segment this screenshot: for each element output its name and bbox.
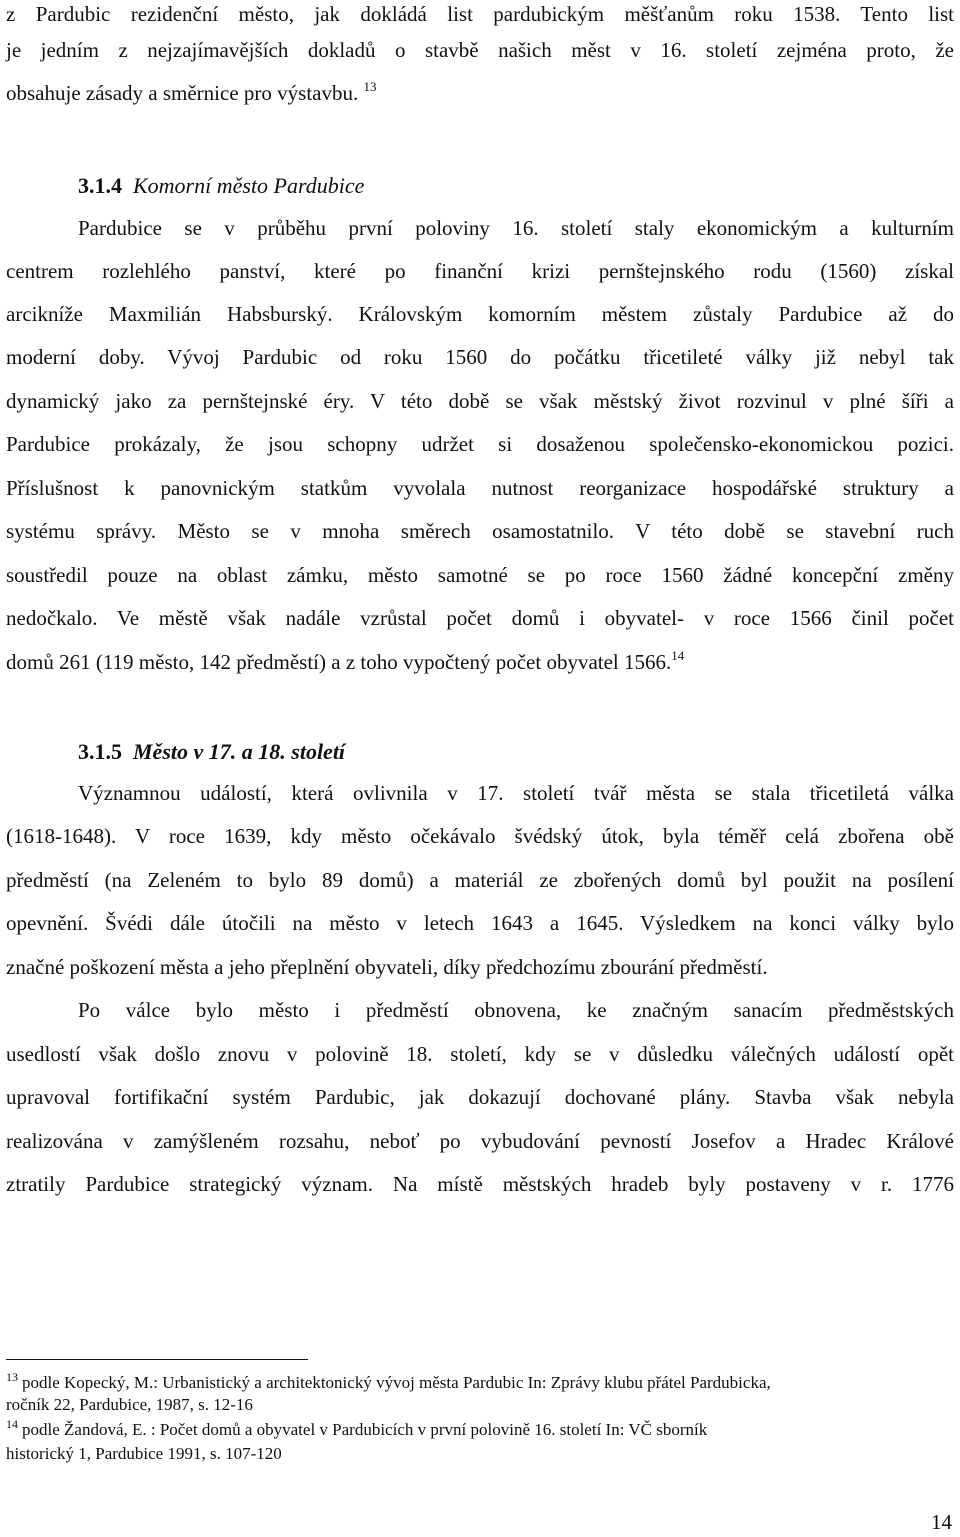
s314-line-5: dynamický jako za pernštejnské éry. V této době se však městský život rozvinul v plné šíři a [6, 389, 954, 413]
footnote-separator [6, 1359, 308, 1360]
footnote-14-line-2: historický 1, Pardubice 1991, s. 107-120 [6, 1444, 282, 1463]
s314-line-10: nedočkalo. Ve městě však nadále vzrůstal počet domů i obyvatel- v roce 1566 činil počet [6, 606, 954, 630]
page-number: 14 [931, 1510, 952, 1534]
s314-line-6: Pardubice prokázaly, že jsou schopny udržet si dosaženou společensko-ekonomickou pozici. [6, 432, 954, 456]
footnote-13-line-1 [6, 1372, 956, 1395]
s314-line-7: Příslušnost k panovnickým statkům vyvolala nutnost reorganizace hospodářské struktury a [6, 476, 954, 500]
s315-line-1: Významnou událostí, která ovlivnila v 17. století tvář města se stala třicetiletá válka [78, 781, 954, 805]
s315-p2-line-1: Po válce bylo město i předměstí obnovena, ke značným sanacím předměstských [78, 998, 954, 1022]
footnote-text: podle Kopecký, M.: Urbanistický a architektonický vývoj města Pardubic In: Zprávy klubu přátel Pardubicka, [22, 1373, 771, 1392]
footnote-13-line-2: ročník 22, Pardubice, 1987, s. 12-16 [6, 1395, 253, 1414]
section-heading-3-1-4 [78, 171, 364, 201]
section-heading-3-1-5 [78, 737, 345, 767]
s314-line-8: systému správy. Město se v mnoha směrech osamostatnilo. V této době se stavební ruch [6, 519, 954, 543]
section-title: Komorní město Pardubice [133, 173, 365, 198]
section-number: 3.1.5 [78, 739, 122, 764]
section-number: 3.1.4 [78, 173, 122, 198]
footnote-text: podle Žandová, E. : Počet domů a obyvatel v Pardubicích v první polovině 16. století In: VČ sborník [22, 1420, 708, 1439]
s315-p2-line-4: realizována v zamýšleném rozsahu, neboť po vybudování pevností Josefov a Hradec Králové [6, 1129, 954, 1153]
s315-p2-line-3: upravoval fortifikační systém Pardubic, jak dokazují dochované plány. Stavba však nebyla [6, 1085, 954, 1109]
footnote-number: 13 [6, 1370, 18, 1384]
s314-line-9: soustředil pouze na oblast zámku, město samotné se po roce 1560 žádné koncepční změny [6, 563, 954, 587]
intro-line-2: je jedním z nejzajímavějších dokladů o stavbě našich měst v 16. století zejména proto, že [6, 38, 954, 62]
s315-line-3: předměstí (na Zeleném to bylo 89 domů) a materiál ze zbořených domů byl použit na posílení [6, 868, 954, 892]
s315-line-5: značné poškození města a jeho přeplnění obyvateli, díky předchozímu zbourání předměstí. [6, 955, 768, 979]
s314-line-11 [6, 648, 954, 679]
intro-line-3-text: obsahuje zásady a směrnice pro výstavbu. [6, 81, 359, 105]
footnote-14-line-1 [6, 1419, 956, 1442]
section-title: Město v 17. a 18. století [133, 739, 346, 764]
s314-line-2: centrem rozlehlého panství, které po finanční krizi pernštejnského rodu (1560) získal [6, 259, 954, 283]
s314-line-11-text: domů 261 (119 město, 142 předměstí) a z toho vypočtený počet obyvatel 1566. [6, 650, 672, 674]
footnote-ref-13: 13 [363, 79, 377, 94]
s315-p2-line-5: ztratily Pardubice strategický význam. Na místě městských hradeb byly postaveny v r. 1776 [6, 1172, 954, 1196]
s314-line-3: arcikníže Maxmilián Habsburský. Královským komorním městem zůstaly Pardubice až do [6, 302, 954, 326]
footnote-ref-14: 14 [671, 648, 685, 663]
intro-line-1: z Pardubic rezidenční město, jak dokládá list pardubickým měšťanům roku 1538. Tento list [6, 2, 954, 26]
footnote-number: 14 [6, 1417, 18, 1431]
s314-line-4: moderní doby. Vývoj Pardubic od roku 1560 do počátku třicetileté války již nebyl tak [6, 345, 954, 369]
s315-p2-line-2: usedlostí však došlo znovu v polovině 18. století, kdy se v důsledku válečných událostí opět [6, 1042, 954, 1066]
intro-line-3 [6, 79, 954, 110]
s314-line-1: Pardubice se v průběhu první poloviny 16. století staly ekonomickým a kulturním [78, 216, 954, 240]
s315-line-4: opevnění. Švédi dále útočili na město v letech 1643 a 1645. Výsledkem na konci války bylo [6, 911, 954, 935]
s315-line-2: (1618-1648). V roce 1639, kdy město očekávalo švédský útok, byla téměř celá zbořena obě [6, 824, 954, 848]
